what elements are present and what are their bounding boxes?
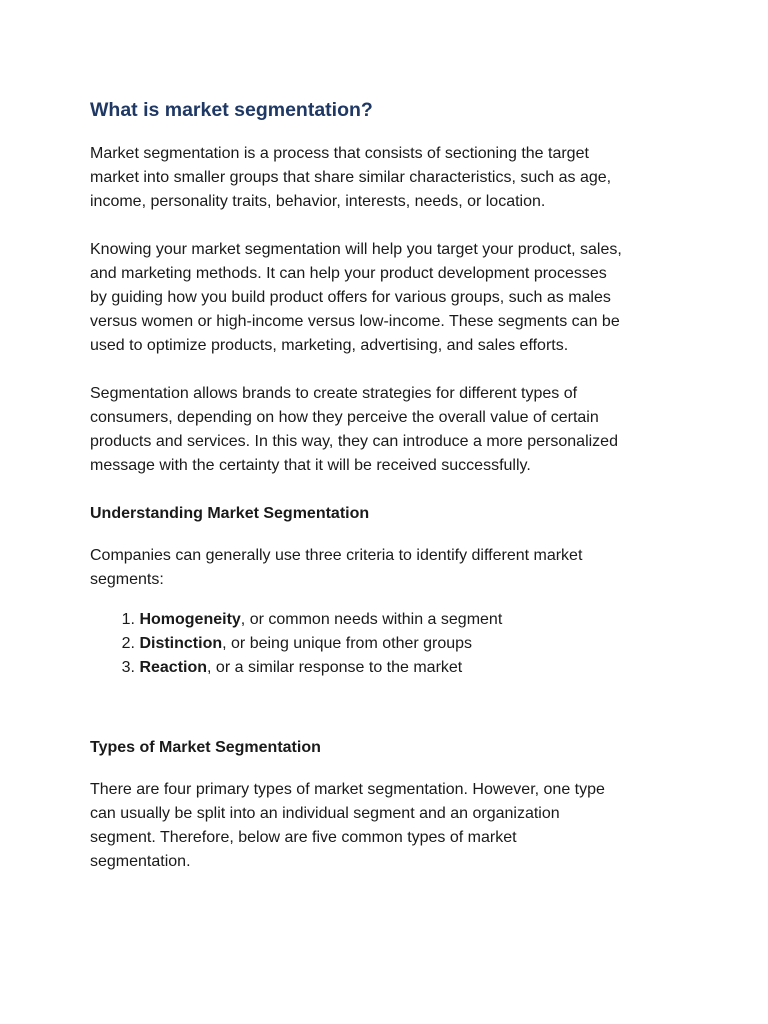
types-paragraph: There are four primary types of market segmentation. However, one type can usually be split into an individual segment and an organization segment. Therefore, below are five common types of market segmentation. <box>90 781 605 870</box>
criteria-list <box>90 608 678 680</box>
intro-paragraph: Market segmentation is a process that consists of sectioning the target market into smaller groups that share similar characteristics, such as age, income, personality traits, behavior, interests, needs, or location. <box>90 145 612 210</box>
criteria-intro-paragraph: Companies can generally use three criteria to identify different market segments: <box>90 547 583 588</box>
list-text <box>135 632 472 656</box>
list-term: Reaction <box>139 659 208 676</box>
spacer <box>90 680 678 736</box>
list-item <box>90 656 678 680</box>
list-number: 2. <box>121 635 135 652</box>
list-term: Distinction <box>139 635 223 652</box>
list-description: , or common needs within a segment <box>240 611 503 628</box>
list-item <box>90 608 678 632</box>
list-description: , or being unique from other groups <box>222 635 473 652</box>
strategy-paragraph: Segmentation allows brands to create strategies for different types of consumers, depending on how they perceive the overall value of certain products and services. In this way, they can introduce a more personalized message with the certainty that it will be received successfully. <box>90 385 618 474</box>
list-text <box>135 608 502 632</box>
page-title: What is market segmentation? <box>90 99 373 121</box>
benefits-paragraph: Knowing your market segmentation will help you target your product, sales, and marketing methods. It can help your product development processes by guiding how you build product offers for various groups, such as males versus women or high-income versus low-income. These segments can be used to optimize products, marketing, advertising, and sales efforts. <box>90 241 622 354</box>
list-text <box>135 656 462 680</box>
section-heading-understanding: Understanding Market Segmentation <box>90 505 370 522</box>
list-number: 1. <box>121 611 135 628</box>
list-term: Homogeneity <box>139 611 241 628</box>
list-number: 3. <box>121 659 135 676</box>
section-heading-types: Types of Market Segmentation <box>90 739 321 756</box>
list-item <box>90 632 678 656</box>
list-description: , or a similar response to the market <box>207 659 463 676</box>
